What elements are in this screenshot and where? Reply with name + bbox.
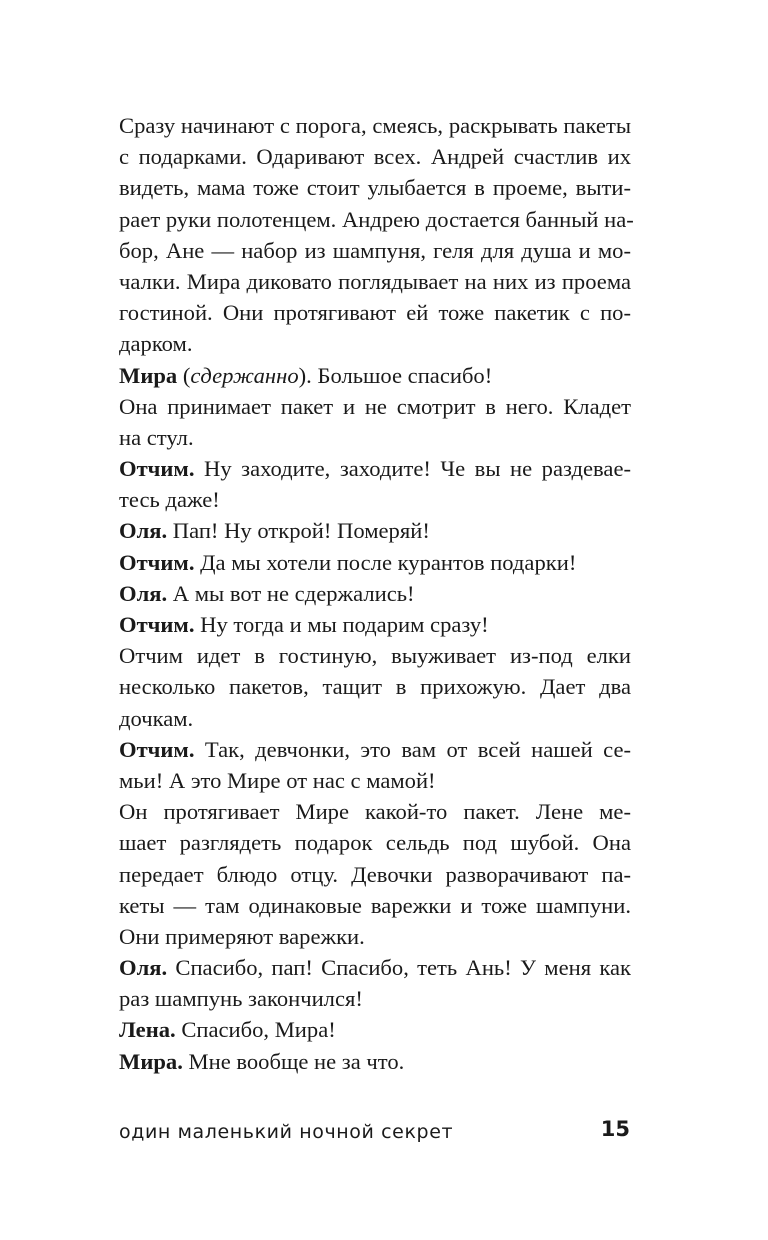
narration-line: чалки. Мира диковато поглядывает на них из проема xyxy=(119,268,631,294)
speaker-name: Лена. xyxy=(119,1017,176,1043)
speaker-name: Оля. xyxy=(119,955,168,981)
running-footer-title: один маленький ночной секрет xyxy=(119,1121,454,1143)
dialogue-line-mira xyxy=(119,360,631,391)
narration-line: видеть, мама тоже стоит улыбается в проеме, выти- xyxy=(119,175,631,201)
speaker-name: Мира xyxy=(119,362,178,388)
dialogue-text: Мне вообще не за что. xyxy=(182,1048,405,1074)
dialogue-text: Спасибо, Мира! xyxy=(175,1017,336,1043)
narration-line: Они примеряют варежки. xyxy=(119,923,365,949)
dialogue-text: Ну тогда и мы подарим сразу! xyxy=(194,612,489,637)
narration-line: кеты — там одинаковые варежки и тоже шампуни. xyxy=(119,892,631,918)
narration-line: дочкам. xyxy=(119,705,194,731)
narration-line: несколько пакетов, тащит в прихожую. Дает два xyxy=(119,674,631,700)
dialogue-continuation: раз шампунь закончился! xyxy=(119,986,363,1012)
dialogue-continuation: тесь даже! xyxy=(119,487,220,513)
dialogue-line-mira xyxy=(119,1046,631,1077)
dialogue-text: Да мы хотели после курантов подарки! xyxy=(194,549,577,575)
dialogue-line-stepfather xyxy=(119,609,631,640)
dialogue-text: Спасибо, пап! Спасибо, теть Ань! У меня как xyxy=(167,955,631,981)
narration-line: Отчим идет в гостиную, выуживает из-под елки xyxy=(119,643,631,669)
remark-close: ). xyxy=(298,362,312,388)
dialogue-line-stepfather xyxy=(119,453,631,484)
page-number: 15 xyxy=(600,1117,630,1141)
dialogue-line-stepfather xyxy=(119,734,631,765)
dialogue-text: Ну заходите, заходите! Че вы не раздевае- xyxy=(194,456,631,482)
remark-open: ( xyxy=(177,362,191,388)
dialogue-text: А мы вот не сдержались! xyxy=(167,580,415,606)
narration-line: Он протягивает Мире какой-то пакет. Лене ме- xyxy=(119,799,631,825)
narration-line: на стул. xyxy=(119,424,194,450)
narration-line: гостиной. Они протягивают ей тоже пакетик с по- xyxy=(119,300,631,326)
narration-line: шает разглядеть подарок сельдь под шубой. Она xyxy=(119,830,631,856)
speaker-name: Отчим. xyxy=(119,549,195,575)
speaker-name: Мира. xyxy=(119,1048,183,1074)
dialogue-line-olya xyxy=(119,515,631,546)
narration-line: рает руки полотенцем. Андрею достается банный на- xyxy=(119,206,634,232)
dialogue-text: Так, девчонки, это вам от всей нашей се- xyxy=(194,736,631,762)
dialogue-line-lena xyxy=(119,1014,631,1045)
narration-line: бор, Ане — набор из шампуня, геля для душа и мо- xyxy=(119,237,631,263)
page-body xyxy=(119,110,634,1077)
narration-line: Сразу начинают с порога, смеясь, раскрывать пакеты xyxy=(119,113,631,138)
narration-line: передает блюдо отцу. Девочки разворачивают па- xyxy=(119,861,631,887)
dialogue-continuation: мьи! А это Мире от нас с мамой! xyxy=(119,767,436,793)
dialogue-line-olya xyxy=(119,578,631,609)
speaker-name: Оля. xyxy=(119,580,168,606)
narration-line: с подарками. Одаривают всех. Андрей счастлив их xyxy=(119,144,631,170)
narration-line: дарком. xyxy=(119,331,193,357)
speaker-name: Оля. xyxy=(119,518,168,544)
stage-remark: сдержанно xyxy=(190,362,299,388)
speaker-name: Отчим. xyxy=(119,736,195,762)
dialogue-line-stepfather xyxy=(119,547,631,578)
dialogue-line-olya xyxy=(119,952,631,983)
speaker-name: Отчим. xyxy=(119,456,195,482)
dialogue-text: Пап! Ну открой! Померяй! xyxy=(167,518,430,544)
speaker-name: Отчим. xyxy=(119,612,195,637)
dialogue-text: Большое спасибо! xyxy=(311,362,493,388)
narration-line: Она принимает пакет и не смотрит в него. Кладет xyxy=(119,393,631,419)
